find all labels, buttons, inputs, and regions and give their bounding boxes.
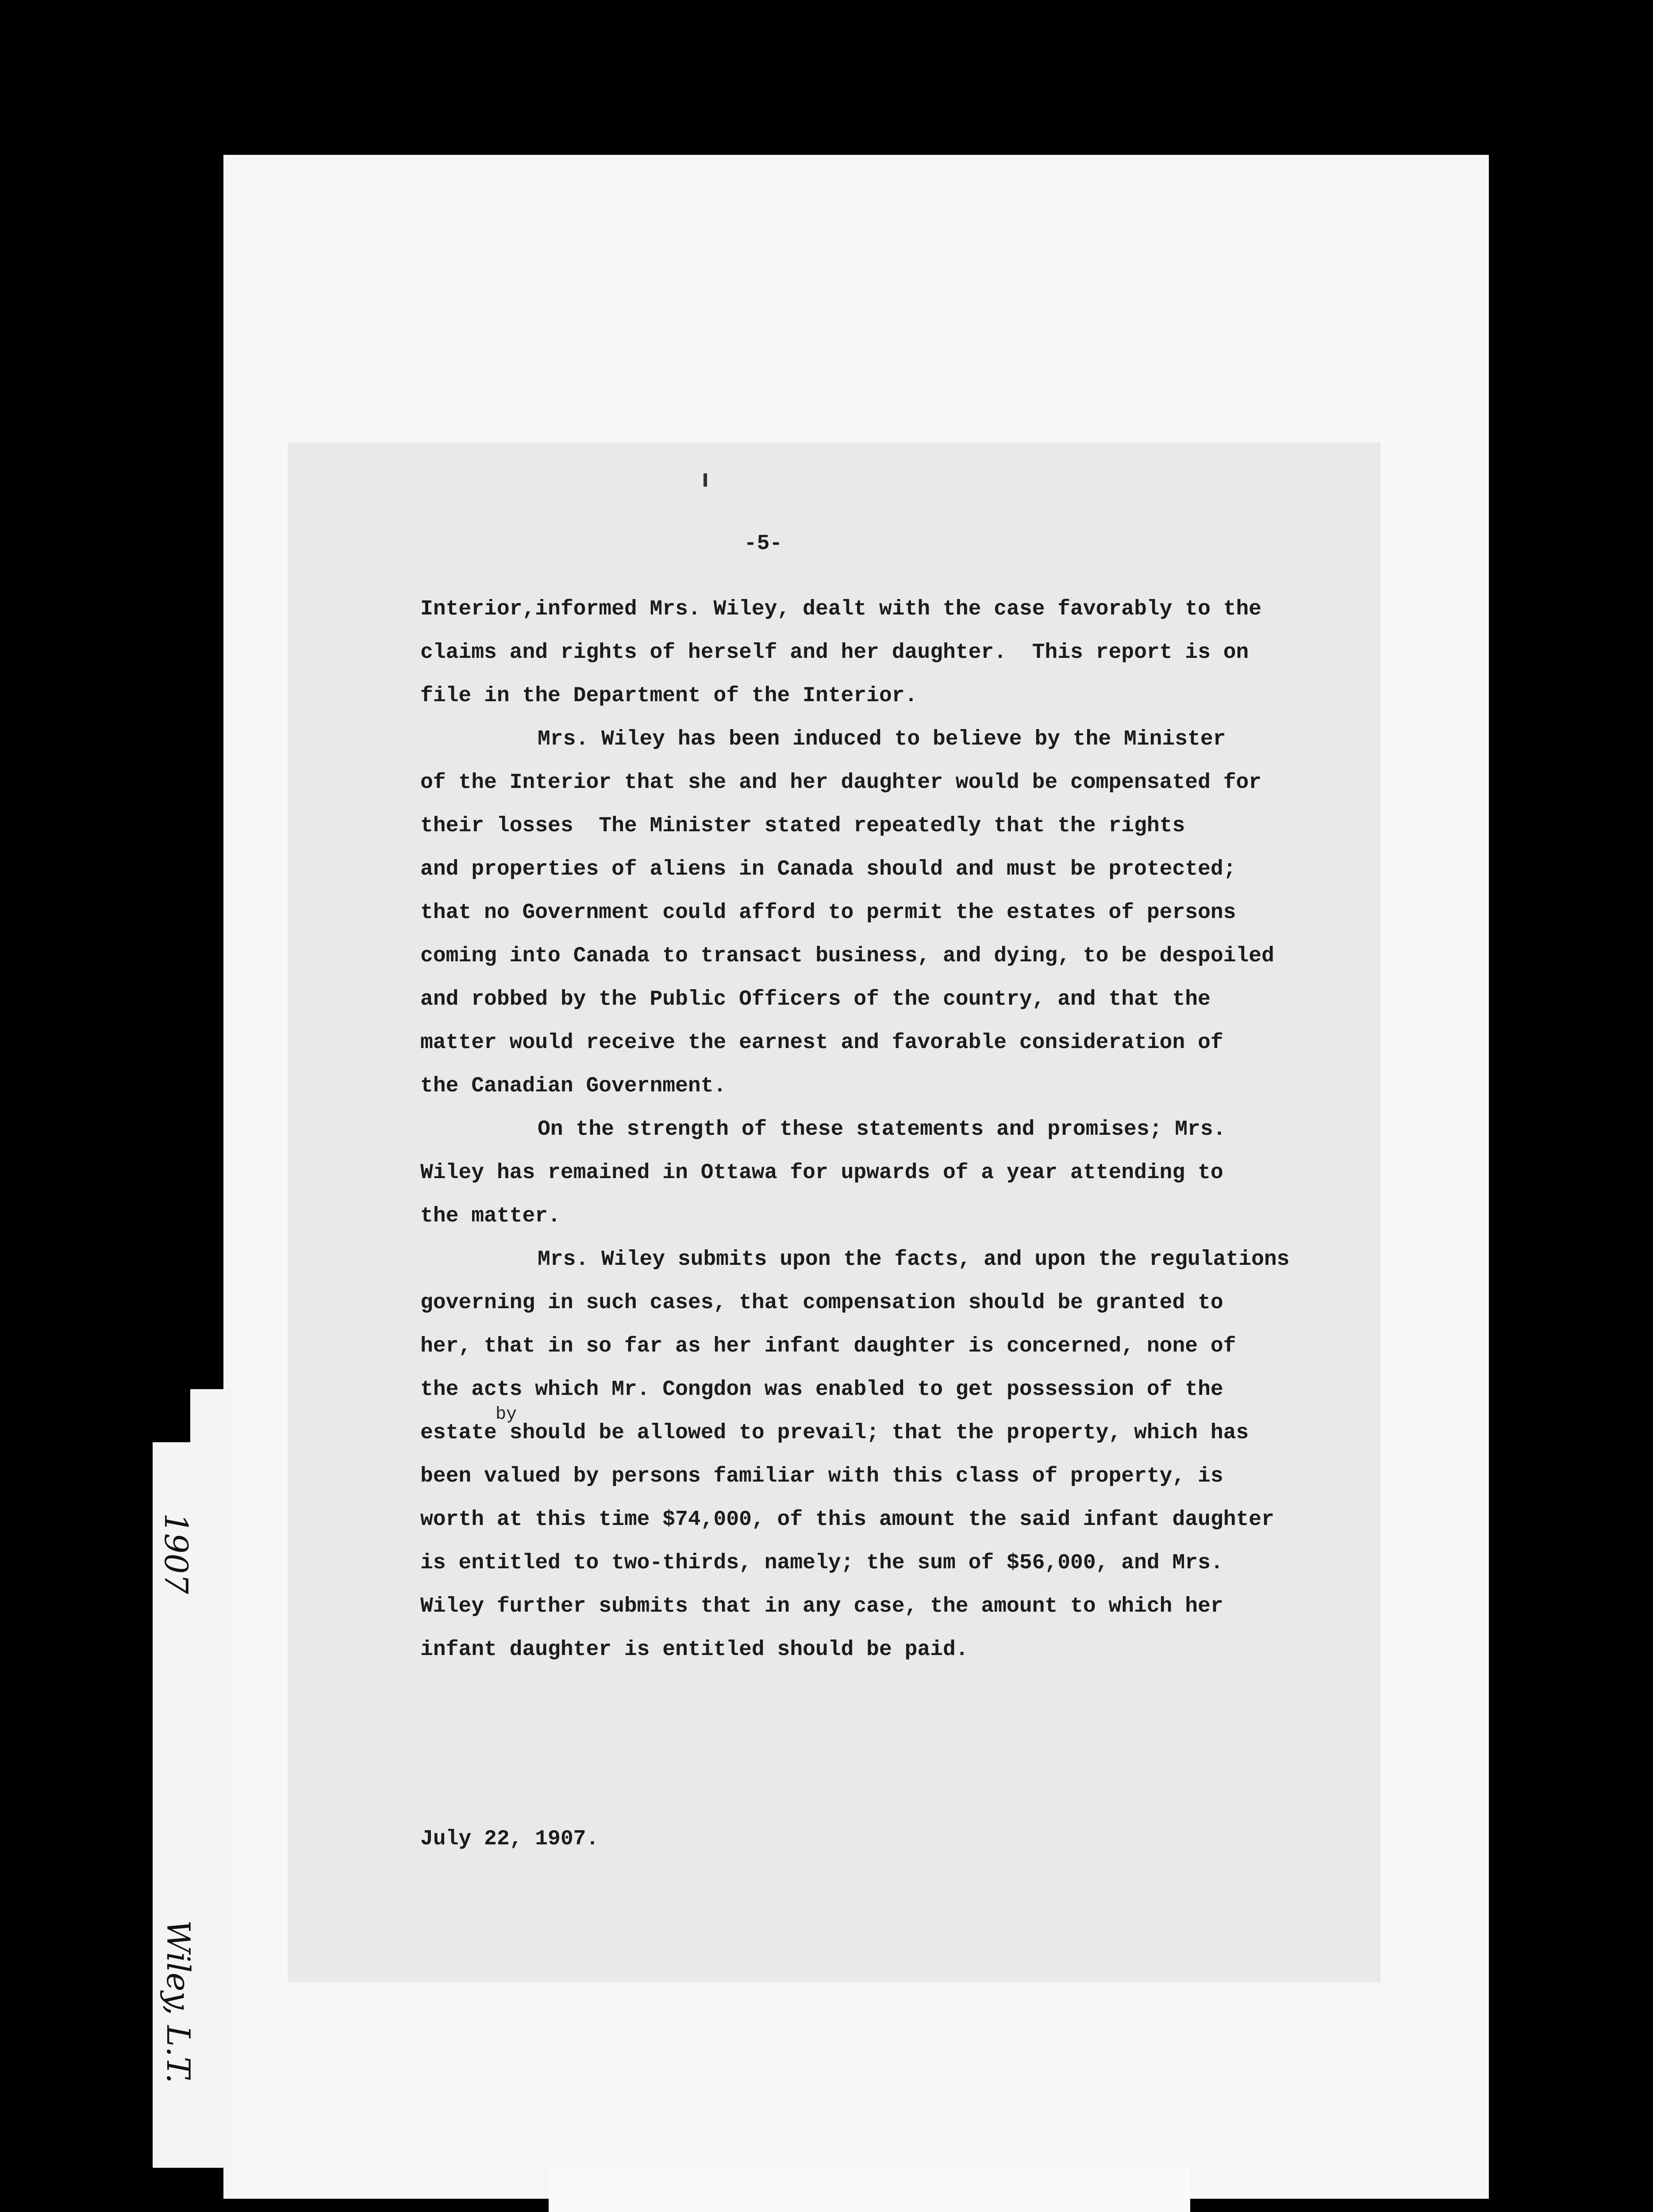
text-line: infant daughter is entitled should be paid. xyxy=(420,1638,969,1662)
letter-date: July 22, 1907. xyxy=(420,1827,599,1851)
text-line: that no Government could afford to permit the estates of persons xyxy=(420,901,1236,925)
page-number: -5- xyxy=(744,532,783,556)
text-line: the Canadian Government. xyxy=(420,1074,727,1098)
text-line: been valued by persons familiar with this class of property, is xyxy=(420,1464,1223,1488)
collection-label-card xyxy=(549,2168,1190,2212)
text-line: coming into Canada to transact business, and dying, to be despoiled xyxy=(420,944,1274,968)
text-line: her, that in so far as her infant daughter is concerned, none of xyxy=(420,1334,1236,1358)
paragraph-2 xyxy=(420,718,1332,1108)
text-line: Wiley further submits that in any case, the amount to which her xyxy=(420,1594,1223,1618)
text-line: and robbed by the Public Officers of the country, and that the xyxy=(420,987,1211,1011)
text-line: Mrs. Wiley submits upon the facts, and upon the regulations xyxy=(538,1248,1290,1271)
text-line: claims and rights of herself and her daughter. This report is on xyxy=(420,641,1249,664)
folder-tab-top xyxy=(190,1389,234,1451)
text-line: file in the Department of the Interior. xyxy=(420,684,918,708)
text-line: estate should be allowed to prevail; that the property, which has xyxy=(420,1421,1249,1445)
text-line: and properties of aliens in Canada should and must be protected; xyxy=(420,857,1236,881)
paragraph-1 xyxy=(420,588,1332,718)
punch-mark xyxy=(703,473,707,487)
letter-body xyxy=(420,522,1332,1671)
paragraph-4 xyxy=(420,1238,1332,1671)
paragraph-3 xyxy=(420,1108,1332,1238)
text-line: Mrs. Wiley has been induced to believe by the Minister xyxy=(538,727,1226,751)
text-line: worth at this time $74,000, of this amount the said infant daughter xyxy=(420,1508,1274,1532)
handwritten-year: 1907 xyxy=(158,1513,195,1594)
text-line: governing in such cases, that compensation should be granted to xyxy=(420,1291,1223,1315)
interlinear-insert: by xyxy=(496,1405,517,1425)
text-line: Wiley has remained in Ottawa for upwards of a year attending to xyxy=(420,1161,1223,1185)
text-line: the matter. xyxy=(420,1204,561,1228)
text-line: matter would receive the earnest and favorable consideration of xyxy=(420,1031,1223,1055)
text-line: of the Interior that she and her daughter would be compensated for xyxy=(420,771,1262,795)
text-line: their losses The Minister stated repeatedly that the rights xyxy=(420,814,1185,838)
text-line: On the strength of these statements and promises; Mrs. xyxy=(538,1118,1226,1141)
text-line: is entitled to two-thirds, namely; the sum of $56,000, and Mrs. xyxy=(420,1551,1223,1575)
text-line: Interior,informed Mrs. Wiley, dealt with the case favorably to the xyxy=(420,597,1262,621)
handwritten-name: Wiley, L.T. xyxy=(160,1920,197,2084)
text-line: the acts which Mr. Congdon was enabled to get possession of the xyxy=(420,1378,1223,1402)
